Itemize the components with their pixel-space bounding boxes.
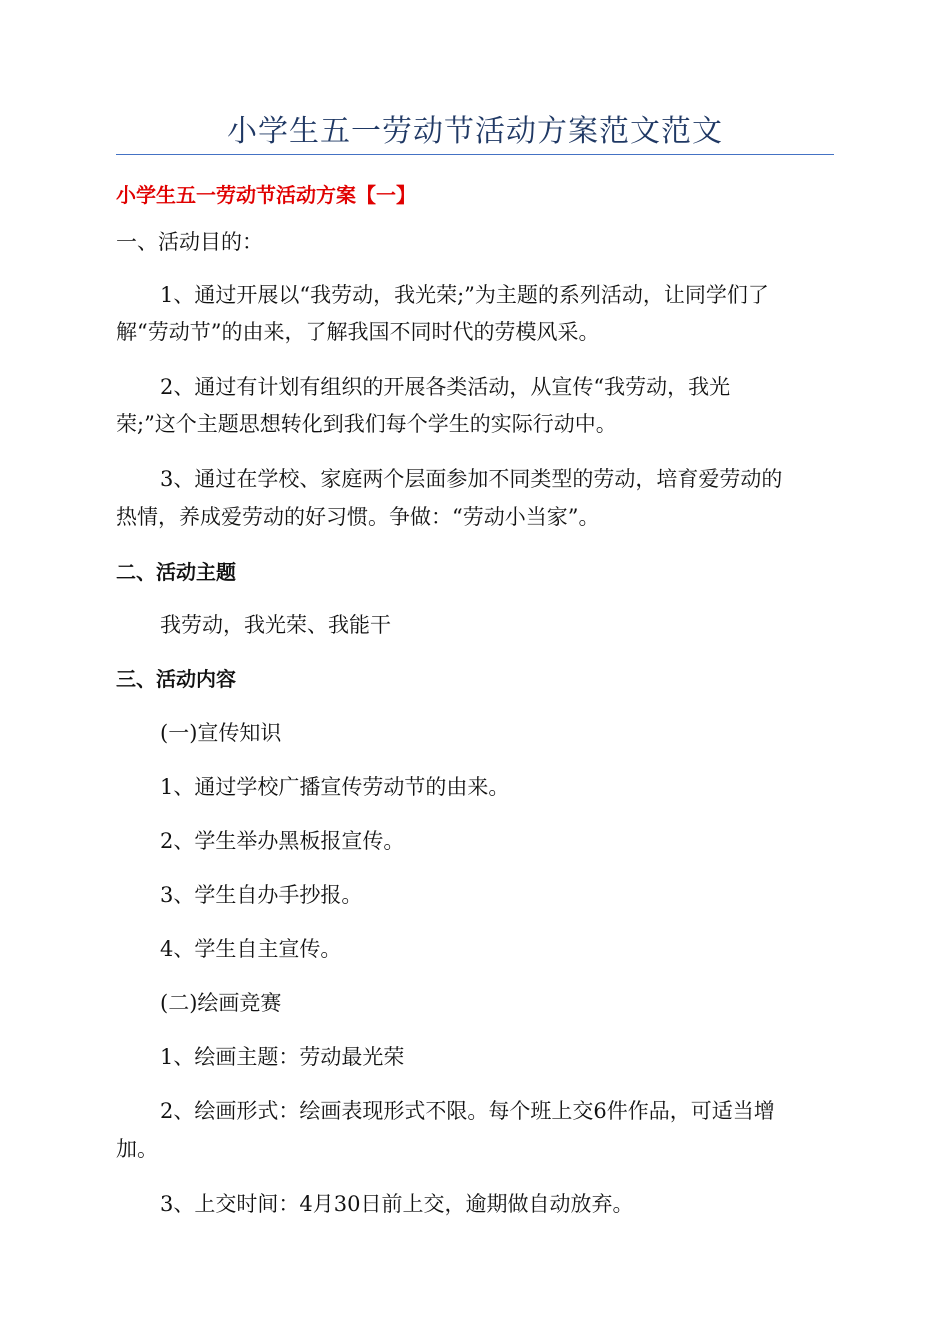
subsection-heading: (二)绘画竞赛 <box>160 991 282 1015</box>
paragraph-line: 加。 <box>116 1137 158 1161</box>
section-heading: 小学生五一劳动节活动方案【一】 <box>116 183 416 207</box>
paragraph-line: 2、绘画形式：绘画表现形式不限。每个班上交6件作品，可适当增 <box>160 1099 775 1123</box>
list-item: 2、学生举办黑板报宣传。 <box>160 829 405 853</box>
paragraph-line: 1、通过开展以“我劳动，我光荣;”为主题的系列活动，让同学们了 <box>160 283 769 307</box>
list-item: 1、通过学校广播宣传劳动节的由来。 <box>160 775 510 799</box>
part3-heading: 三、活动内容 <box>116 667 236 691</box>
theme-text: 我劳动，我光荣、我能干 <box>160 613 391 637</box>
part1-heading: 一、活动目的： <box>116 230 263 254</box>
document-title: 小学生五一劳动节活动方案范文范文 <box>227 114 723 149</box>
list-item: 3、学生自办手抄报。 <box>160 883 363 907</box>
title-underline <box>116 154 834 155</box>
subsection-heading: (一)宣传知识 <box>160 721 282 745</box>
list-item: 4、学生自主宣传。 <box>160 937 342 961</box>
paragraph-line: 荣;”这个主题思想转化到我们每个学生的实际行动中。 <box>116 412 617 436</box>
paragraph-line: 热情，养成爱劳动的好习惯。争做：“劳动小当家”。 <box>116 505 600 529</box>
part2-heading: 二、活动主题 <box>116 560 236 584</box>
paragraph-line: 3、通过在学校、家庭两个层面参加不同类型的劳动，培育爱劳动的 <box>160 467 783 491</box>
list-item: 1、绘画主题：劳动最光荣 <box>160 1045 405 1069</box>
list-item: 3、上交时间：4月30日前上交，逾期做自动放弃。 <box>160 1192 634 1216</box>
paragraph-line: 解“劳动节”的由来，了解我国不同时代的劳模风采。 <box>116 320 600 344</box>
paragraph-line: 2、通过有计划有组织的开展各类活动，从宣传“我劳动，我光 <box>160 375 731 399</box>
